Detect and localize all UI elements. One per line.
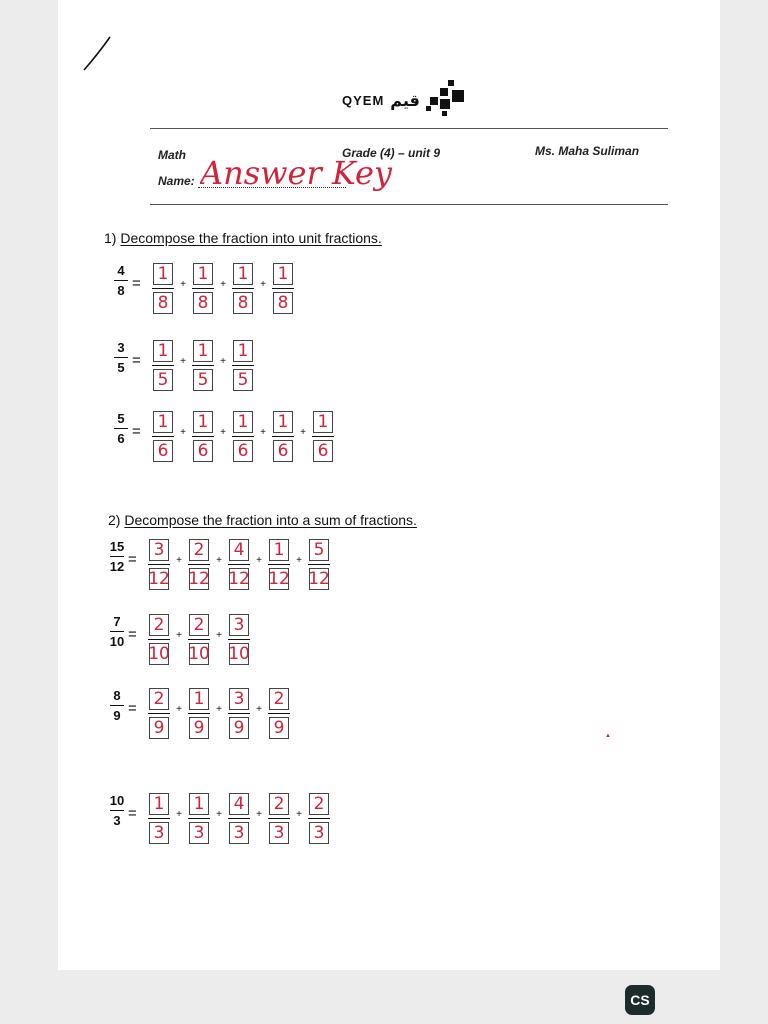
fraction-bar	[268, 713, 290, 714]
plus-sign: +	[180, 279, 186, 290]
plus-sign: +	[296, 555, 302, 566]
fraction-bar	[268, 818, 290, 819]
answer-numerator-box: 3	[229, 688, 249, 710]
fraction-bar	[228, 564, 250, 565]
fraction-bar	[188, 564, 210, 565]
answer-denominator-box: 9	[269, 717, 289, 739]
fraction-bar	[232, 365, 254, 366]
answer-denominator-box: 12	[308, 568, 330, 589]
answer-denominator-box: 6	[193, 440, 213, 462]
fraction-bar	[192, 436, 214, 437]
answer-fraction	[186, 688, 212, 739]
answer-denominator-box: 9	[149, 717, 169, 739]
plus-sign: +	[216, 555, 222, 566]
answer-denominator-box: 5	[153, 369, 173, 391]
logo-mark-icon	[426, 80, 468, 120]
answer-numerator-box: 2	[189, 539, 209, 561]
given-numerator: 3	[117, 340, 125, 355]
answer-fraction	[226, 614, 252, 665]
answer-numerator-box: 1	[269, 539, 289, 561]
answer-fraction	[146, 539, 172, 590]
plus-sign: +	[220, 427, 226, 438]
answer-denominator-box: 8	[193, 292, 213, 314]
fraction-bar	[272, 288, 294, 289]
section2-title-text: Decompose the fraction into a sum of fractions.	[124, 512, 417, 528]
fraction-bar	[114, 280, 128, 281]
answer-numerator-box: 2	[269, 793, 289, 815]
answer-numerator-box: 1	[189, 793, 209, 815]
given-denominator: 12	[109, 559, 125, 574]
answer-fraction	[266, 539, 292, 590]
answer-terms	[150, 263, 296, 314]
answer-denominator-box: 6	[273, 440, 293, 462]
answer-denominator-box: 6	[313, 440, 333, 462]
given-denominator: 5	[117, 360, 125, 375]
name-value: Answer Key	[200, 154, 392, 192]
given-fraction	[110, 340, 132, 375]
fraction-bar	[110, 631, 124, 632]
answer-fraction	[230, 411, 256, 462]
fraction-bar	[110, 705, 124, 706]
camscanner-badge: CS	[625, 985, 655, 1015]
section2-title	[108, 512, 417, 528]
plus-sign: +	[216, 630, 222, 641]
given-denominator: 10	[109, 634, 125, 649]
answer-fraction	[266, 688, 292, 739]
fraction-bar	[152, 436, 174, 437]
answer-denominator-box: 6	[153, 440, 173, 462]
answer-denominator-box: 6	[233, 440, 253, 462]
fraction-bar	[192, 365, 214, 366]
plus-sign: +	[216, 704, 222, 715]
answer-denominator-box: 3	[309, 822, 329, 844]
answer-fraction	[186, 614, 212, 665]
plus-sign: +	[216, 809, 222, 820]
equals-sign: =	[128, 805, 137, 822]
section1-title-text: Decompose the fraction into unit fractions.	[120, 230, 382, 246]
fraction-bar	[188, 818, 210, 819]
plus-sign: +	[300, 427, 306, 438]
given-denominator: 3	[113, 813, 121, 828]
given-numerator: 7	[113, 614, 121, 629]
fraction-bar	[272, 436, 294, 437]
equals-sign: =	[128, 626, 137, 643]
name-label: Name:	[158, 174, 195, 188]
logo-arabic-text: قيم	[390, 90, 420, 110]
answer-denominator-box: 8	[233, 292, 253, 314]
answer-fraction	[230, 263, 256, 314]
answer-fraction	[226, 688, 252, 739]
plus-sign: +	[256, 809, 262, 820]
teacher-label: Ms. Maha Suliman	[535, 144, 640, 158]
answer-denominator-box: 12	[268, 568, 290, 589]
answer-numerator-box: 1	[193, 411, 213, 433]
equals-sign: =	[128, 700, 137, 717]
equals-sign: =	[132, 352, 141, 369]
fraction-bar	[228, 639, 250, 640]
plus-sign: +	[260, 279, 266, 290]
answer-denominator-box: 10	[148, 643, 170, 664]
answer-fraction	[226, 793, 252, 844]
answer-fraction	[270, 411, 296, 462]
answer-denominator-box: 3	[269, 822, 289, 844]
plus-sign: +	[176, 555, 182, 566]
answer-terms	[146, 688, 292, 739]
plus-sign: +	[176, 809, 182, 820]
answer-denominator-box: 9	[189, 717, 209, 739]
answer-denominator-box: 8	[273, 292, 293, 314]
answer-numerator-box: 1	[233, 263, 253, 285]
answer-fraction	[190, 411, 216, 462]
fraction-bar	[232, 288, 254, 289]
equals-sign: =	[132, 423, 141, 440]
given-fraction	[110, 411, 132, 446]
fraction-bar	[228, 713, 250, 714]
section2-number: 2)	[108, 512, 121, 528]
fraction-bar	[228, 818, 250, 819]
answer-denominator-box: 5	[193, 369, 213, 391]
answer-fraction	[306, 539, 332, 590]
equals-sign: =	[132, 275, 141, 292]
fraction-bar	[110, 810, 124, 811]
answer-terms	[146, 539, 332, 590]
fraction-bar	[148, 564, 170, 565]
given-numerator: 15	[109, 539, 125, 554]
answer-terms	[146, 793, 332, 844]
given-numerator: 8	[113, 688, 121, 703]
answer-fraction	[306, 793, 332, 844]
given-numerator: 5	[117, 411, 125, 426]
answer-fraction	[230, 340, 256, 391]
given-numerator: 4	[117, 263, 125, 278]
given-fraction	[106, 614, 128, 649]
answer-numerator-box: 2	[149, 688, 169, 710]
answer-numerator-box: 3	[149, 539, 169, 561]
answer-denominator-box: 9	[229, 717, 249, 739]
equals-sign: =	[128, 551, 137, 568]
answer-numerator-box: 2	[269, 688, 289, 710]
given-denominator: 9	[113, 708, 121, 723]
given-denominator: 6	[117, 431, 125, 446]
plus-sign: +	[180, 427, 186, 438]
answer-numerator-box: 5	[309, 539, 329, 561]
answer-numerator-box: 2	[149, 614, 169, 636]
answer-numerator-box: 1	[313, 411, 333, 433]
plus-sign: +	[176, 630, 182, 641]
answer-numerator-box: 1	[233, 411, 253, 433]
qyem-logo	[342, 80, 468, 120]
answer-fraction	[150, 340, 176, 391]
fraction-bar	[148, 713, 170, 714]
answer-denominator-box: 10	[188, 643, 210, 664]
answer-denominator-box: 8	[153, 292, 173, 314]
answer-numerator-box: 2	[189, 614, 209, 636]
answer-fraction	[150, 263, 176, 314]
fraction-bar	[232, 436, 254, 437]
answer-numerator-box: 1	[233, 340, 253, 362]
given-fraction	[106, 793, 128, 828]
answer-denominator-box: 3	[229, 822, 249, 844]
fraction-bar	[268, 564, 290, 565]
fraction-bar	[312, 436, 334, 437]
pen-slash-mark	[80, 34, 114, 74]
answer-fraction	[270, 263, 296, 314]
fraction-bar	[308, 564, 330, 565]
fraction-bar	[114, 428, 128, 429]
given-fraction	[106, 688, 128, 723]
header-top-rule	[150, 128, 668, 129]
plus-sign: +	[260, 427, 266, 438]
answer-numerator-box: 1	[273, 263, 293, 285]
answer-denominator-box: 12	[188, 568, 210, 589]
plus-sign: +	[220, 279, 226, 290]
answer-terms	[150, 411, 336, 462]
answer-numerator-box: 2	[309, 793, 329, 815]
answer-fraction	[226, 539, 252, 590]
answer-terms	[150, 340, 256, 391]
section1-number: 1)	[104, 230, 117, 246]
plus-sign: +	[220, 356, 226, 367]
answer-numerator-box: 1	[193, 263, 213, 285]
plus-sign: +	[256, 555, 262, 566]
answer-numerator-box: 1	[149, 793, 169, 815]
answer-numerator-box: 4	[229, 793, 249, 815]
given-numerator: 10	[109, 793, 125, 808]
fraction-bar	[148, 818, 170, 819]
plus-sign: +	[296, 809, 302, 820]
given-fraction	[110, 263, 132, 298]
answer-fraction	[150, 411, 176, 462]
fraction-bar	[188, 639, 210, 640]
answer-denominator-box: 3	[189, 822, 209, 844]
fraction-bar	[308, 818, 330, 819]
answer-numerator-box: 1	[273, 411, 293, 433]
answer-numerator-box: 1	[153, 340, 173, 362]
given-fraction	[106, 539, 128, 574]
answer-denominator-box: 10	[228, 643, 250, 664]
grade-label: Grade (4) – unit 9	[342, 146, 441, 160]
fraction-bar	[148, 639, 170, 640]
fraction-bar	[188, 713, 210, 714]
answer-denominator-box: 3	[149, 822, 169, 844]
answer-numerator-box: 1	[189, 688, 209, 710]
given-denominator: 8	[117, 283, 125, 298]
section1-title	[104, 230, 382, 246]
answer-numerator-box: 4	[229, 539, 249, 561]
plus-sign: +	[176, 704, 182, 715]
answer-fraction	[190, 340, 216, 391]
plus-sign: +	[256, 704, 262, 715]
stray-ink-mark: ▲	[605, 733, 611, 739]
logo-text: QYEM	[342, 92, 385, 108]
answer-fraction	[186, 539, 212, 590]
fraction-bar	[192, 288, 214, 289]
fraction-bar	[152, 288, 174, 289]
answer-denominator-box: 12	[148, 568, 170, 589]
fraction-bar	[110, 556, 124, 557]
answer-denominator-box: 5	[233, 369, 253, 391]
answer-fraction	[310, 411, 336, 462]
name-handwriting	[200, 146, 440, 206]
answer-denominator-box: 12	[228, 568, 250, 589]
subject-label: Math	[158, 148, 186, 162]
answer-fraction	[266, 793, 292, 844]
answer-terms	[146, 614, 252, 665]
plus-sign: +	[180, 356, 186, 367]
answer-fraction	[146, 688, 172, 739]
answer-fraction	[186, 793, 212, 844]
answer-fraction	[190, 263, 216, 314]
fraction-bar	[152, 365, 174, 366]
answer-numerator-box: 1	[153, 411, 173, 433]
fraction-bar	[114, 357, 128, 358]
answer-numerator-box: 3	[229, 614, 249, 636]
answer-numerator-box: 1	[153, 263, 173, 285]
answer-fraction	[146, 793, 172, 844]
answer-fraction	[146, 614, 172, 665]
answer-numerator-box: 1	[193, 340, 213, 362]
